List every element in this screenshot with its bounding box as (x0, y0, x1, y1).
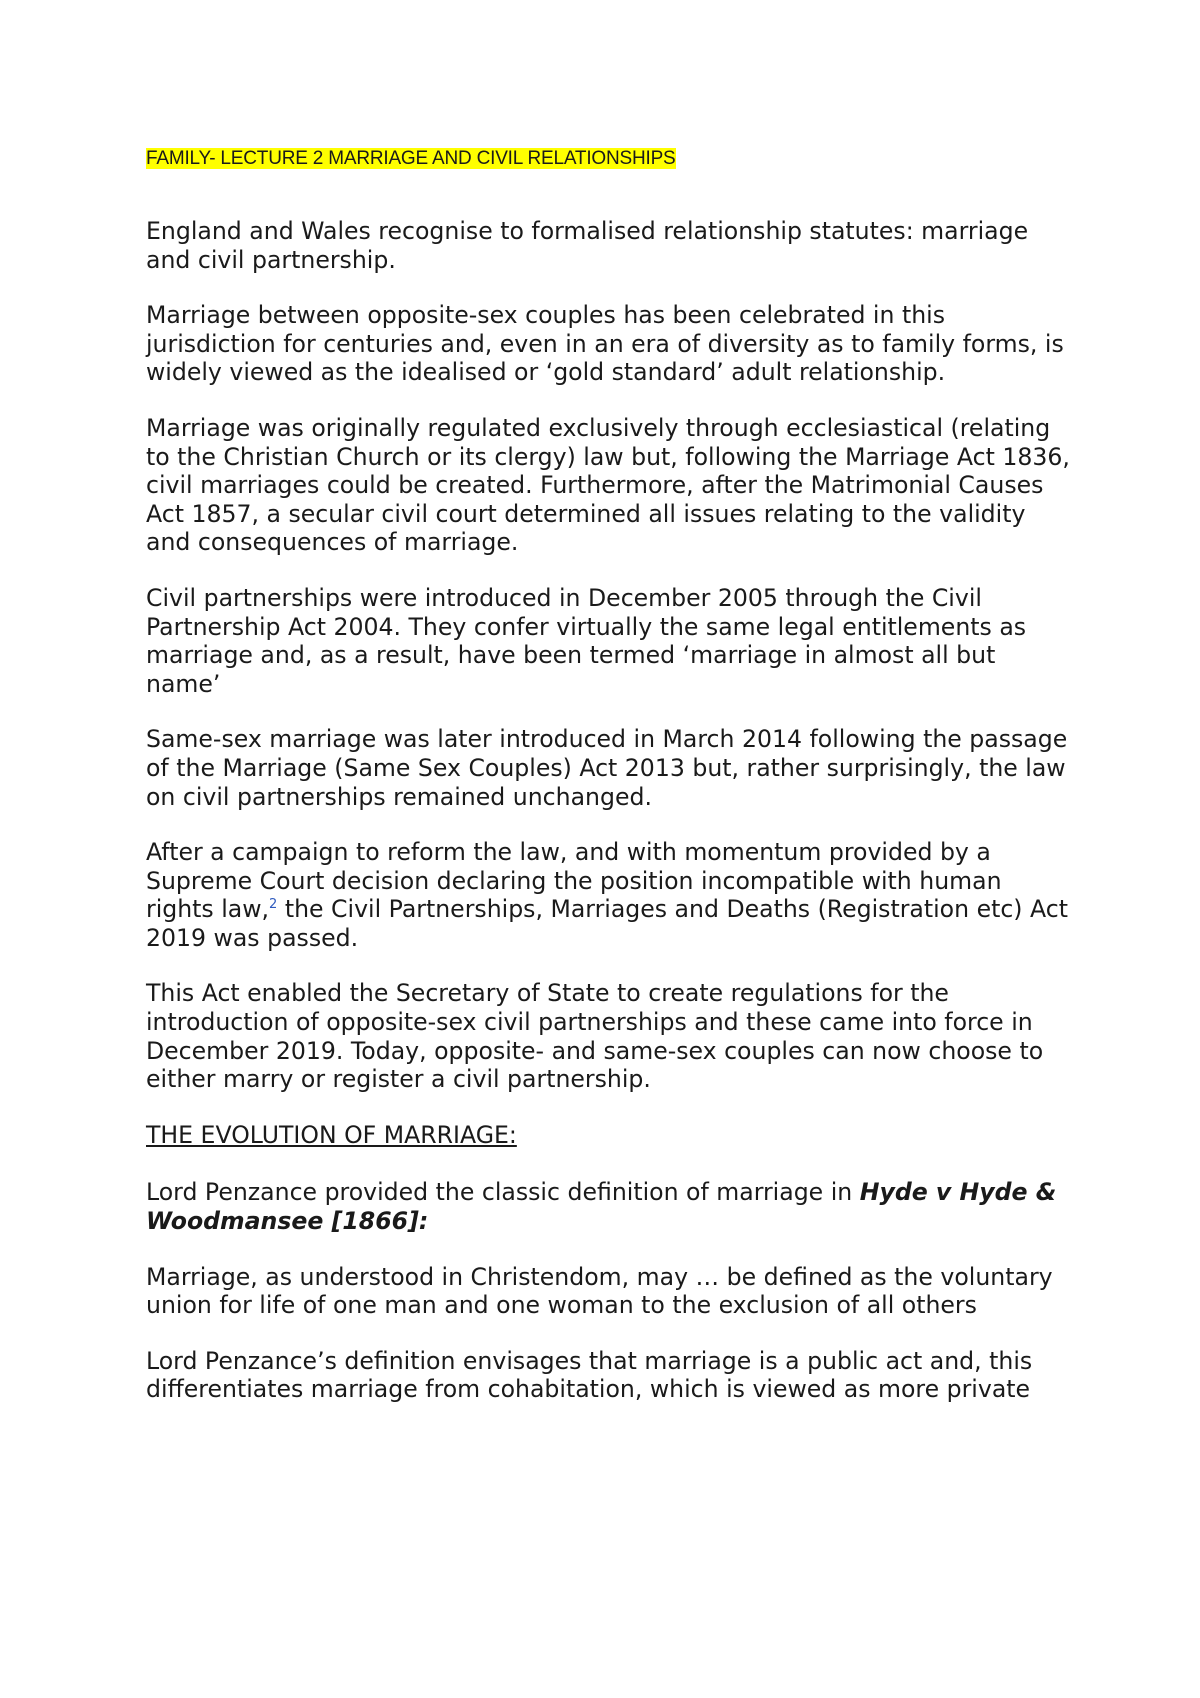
paragraph-secretary-of-state: This Act enabled the Secretary of State to create regulations for the introduction of opposite-sex civil partnerships and these came into force in December 2019. Today, opposite- and same-sex couples can now choose to either marry or register a civil partnership. (146, 979, 1044, 1094)
paragraph-lord-penzance (146, 1178, 1076, 1235)
paragraph-opposite-sex-marriage: Marriage between opposite-sex couples has been celebrated in this jurisdiction for centuries and, even in an era of diversity as to family forms, is widely viewed as the idealised or ‘gold standard’ adult relationship. (146, 301, 1064, 387)
paragraph-reform-campaign (146, 838, 1076, 952)
document-body (146, 145, 1076, 1431)
paragraph-definition-quote: Marriage, as understood in Christendom, may … be defined as the voluntary union for life of one man and one woman to the exclusion of all others (146, 1262, 1053, 1320)
section-heading-evolution: THE EVOLUTION OF MARRIAGE: (146, 1120, 517, 1149)
case-colon: : (418, 1207, 429, 1236)
footnote-reference[interactable]: 2 (269, 897, 278, 913)
paragraph-civil-partnerships: Civil partnerships were introduced in December 2005 through the Civil Partnership Act 2004. They confer virtually the same legal entitlements as marriage and, as a result, have been termed ‘marriage in almost all but name’ (146, 583, 1027, 698)
paragraph-ecclesiastical-law: Marriage was originally regulated exclusively through ecclesiastical (relating to the Christian Church or its clergy) law but, following the Marriage Act 1836, civil marriages could be created. Furthermore, after the Matrimonial Causes Act 1857, a secular civil court determined all issues relating to the validity and consequences of marriage. (146, 413, 1070, 557)
penzance-text-before: Lord Penzance provided the classic definition of marriage in (146, 1178, 860, 1207)
title-highlight: FAMILY- LECTURE 2 MARRIAGE AND CIVIL RELATIONSHIPS (146, 148, 676, 169)
paragraph-same-sex-marriage: Same-sex marriage was later introduced in March 2014 following the passage of the Marriage (Same Sex Couples) Act 2013 but, rather surprisingly, the law on civil partnerships remained unchanged. (146, 725, 1068, 811)
reform-text-before: After a campaign to reform the law, and with momentum provided by a Supreme Court decision declaring the position incompatible with human rights law, (146, 838, 1002, 924)
paragraph-public-act: Lord Penzance’s definition envisages that marriage is a public act and, this differentiates marriage from cohabitation, which is viewed as more private (146, 1346, 1033, 1404)
case-citation: Hyde v Hyde & Woodmansee [1866] (146, 1178, 1057, 1236)
reform-text-after: the Civil Partnerships, Marriages and Deaths (Registration etc) Act 2019 was passed. (146, 895, 1068, 952)
page-title (146, 145, 1076, 173)
paragraph-formalised-relationships: England and Wales recognise to formalised relationship statutes: marriage and civil partnership. (146, 217, 1029, 274)
